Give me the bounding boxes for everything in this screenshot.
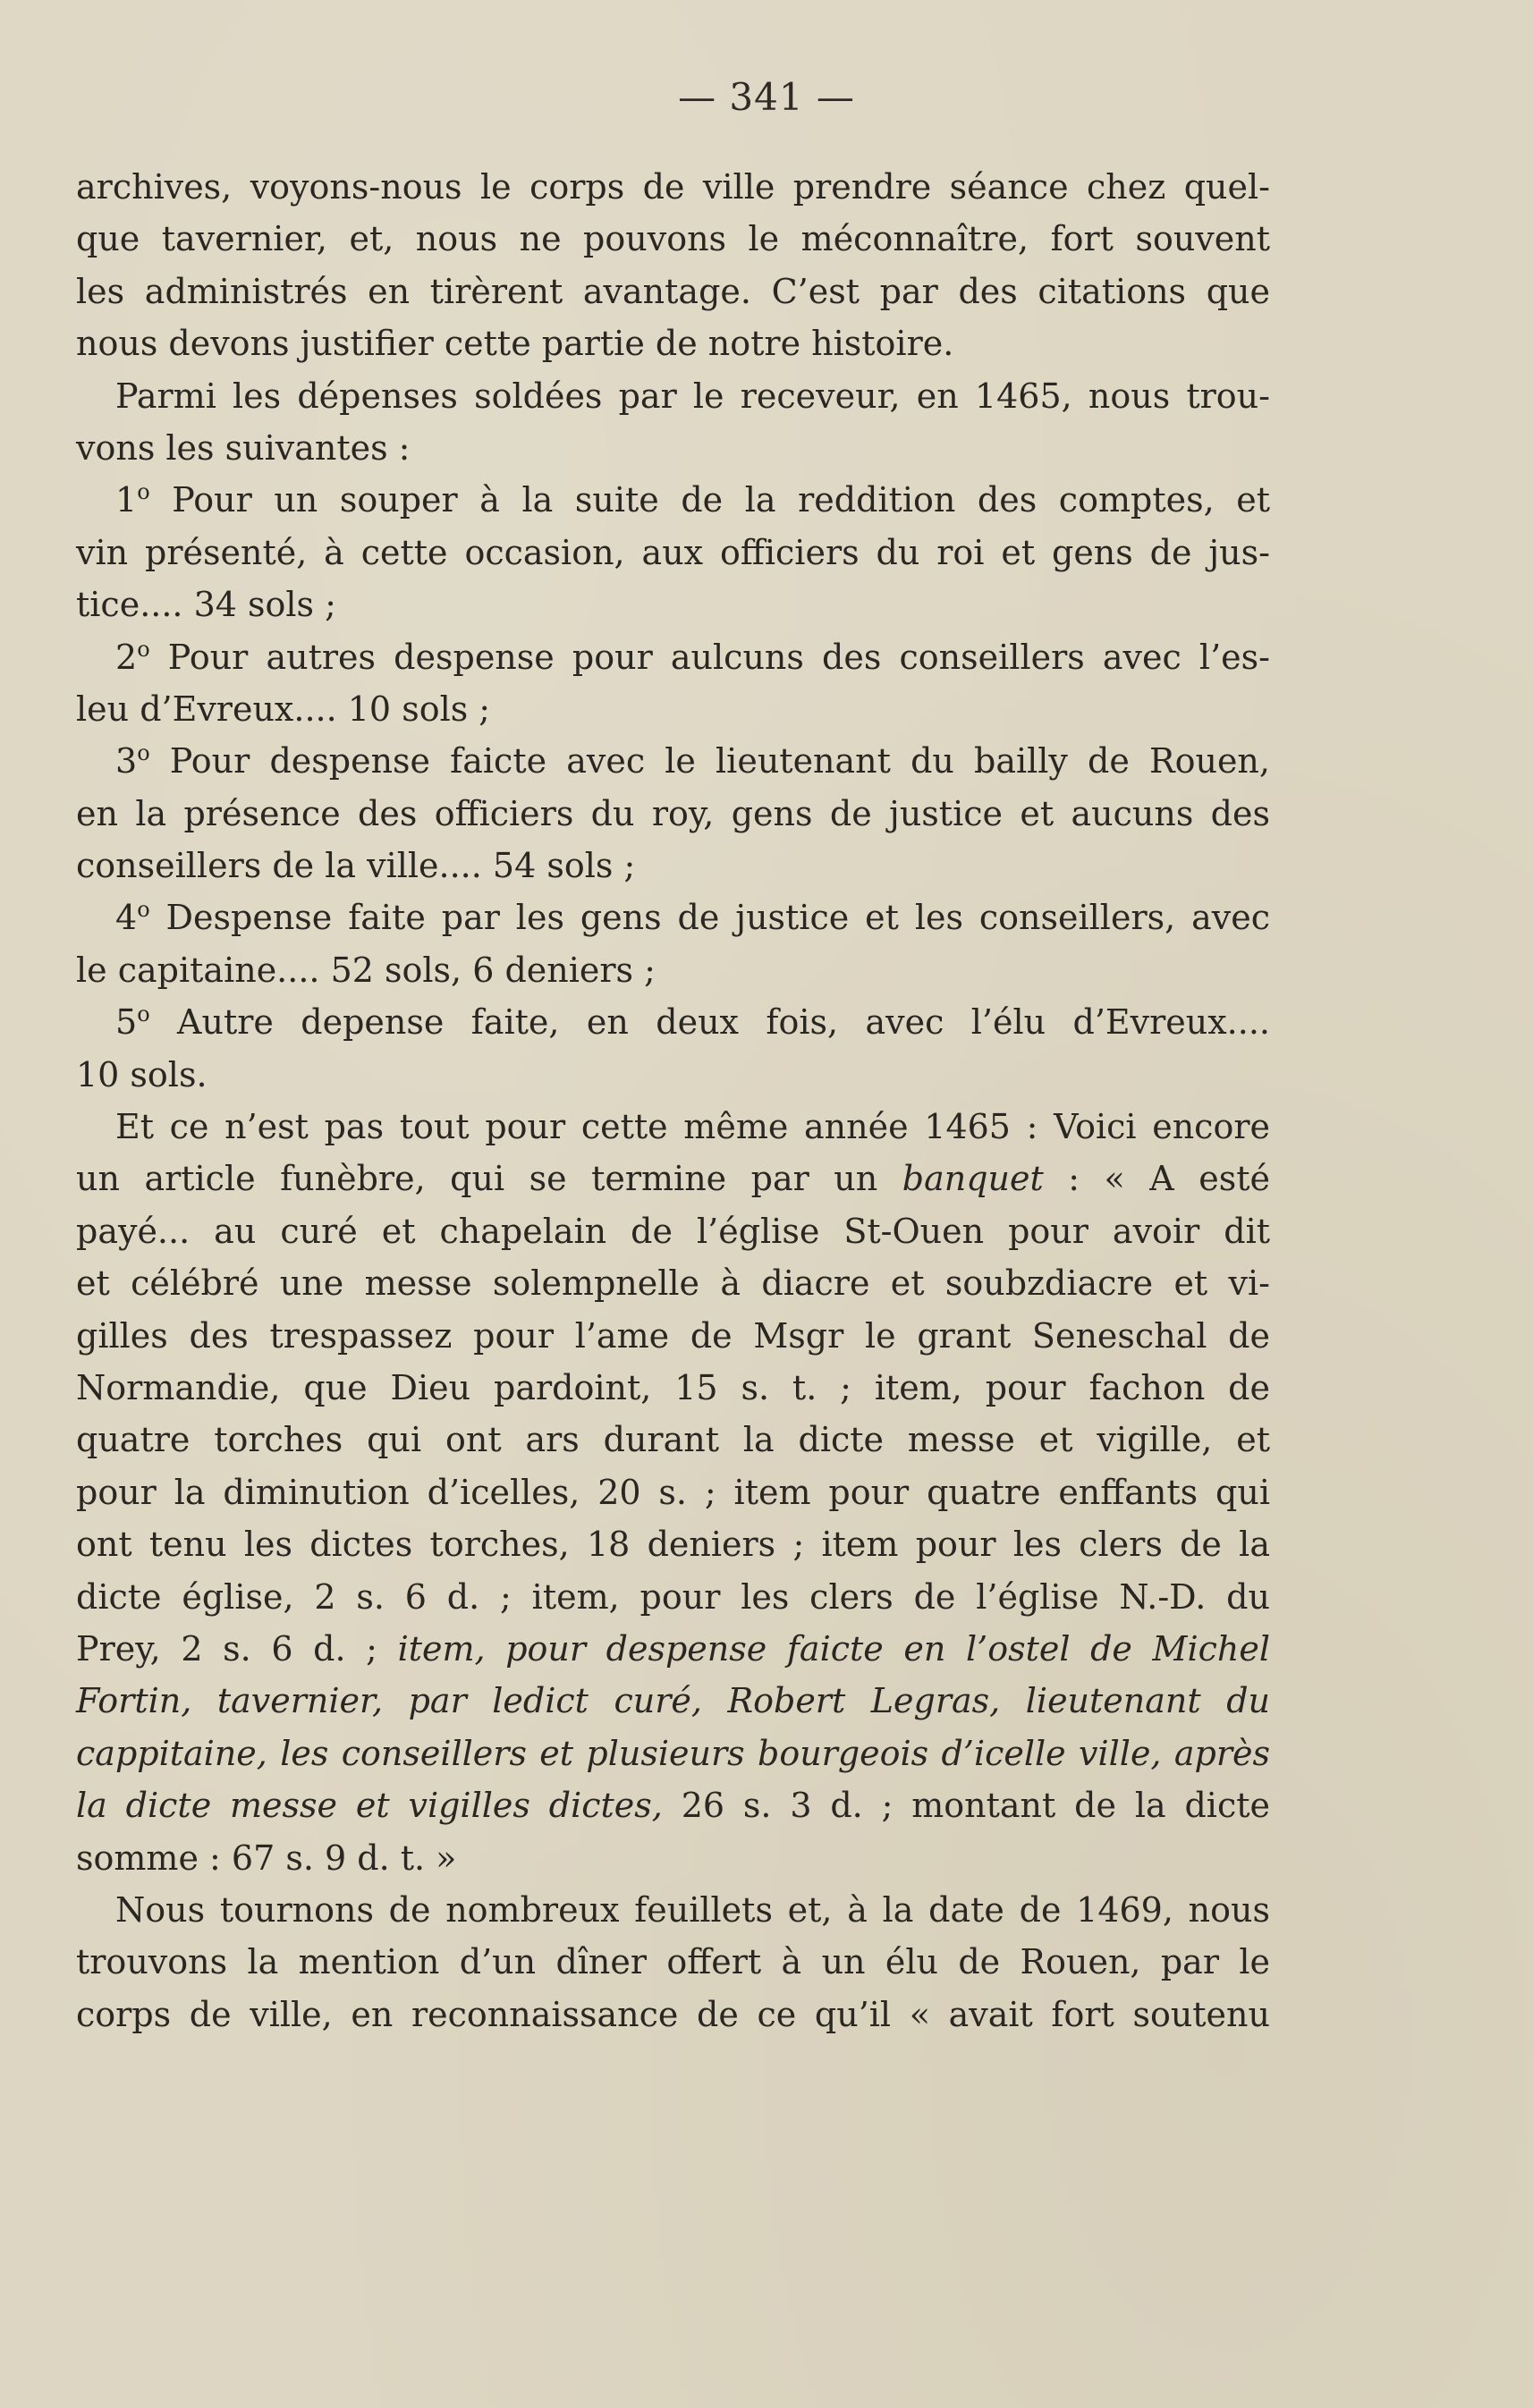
text-line: tice.... 34 sols ; (76, 585, 336, 625)
text-line (76, 735, 1270, 787)
text-line (76, 891, 1270, 943)
ordinal-marker: o (137, 1001, 150, 1027)
ordinal-marker: o (137, 479, 150, 505)
line-text: Autre depense faite, en deux fois, avec l’élu d’Evreux.... (149, 1002, 1270, 1043)
line-text: 26 s. 3 d. ; montant de la dicte (662, 1786, 1270, 1826)
ordinal-marker: o (137, 740, 150, 766)
text-line: Et ce n’est pas tout pour cette même année 1465 : Voici encore (115, 1107, 1270, 1147)
italic-text: banquet (902, 1159, 1044, 1199)
line-text: Pour autres despense pour aulcuns des conseillers avec l’es- (149, 637, 1270, 677)
text-line: et célébré une messe solempnelle à diacre et soubzdiacre et vi- (76, 1263, 1270, 1304)
line-text: Prey, 2 s. 6 d. ; (76, 1628, 398, 1669)
item-number: 3 (115, 741, 138, 782)
body-text (76, 161, 1270, 2040)
text-line: ont tenu les dictes torches, 18 deniers ; item pour les clers de la (76, 1525, 1270, 1565)
ordinal-marker: o (137, 636, 150, 662)
item-number: 2 (115, 637, 138, 677)
text-line: le capitaine.... 52 sols, 6 deniers ; (76, 950, 656, 990)
text-line (76, 1153, 1270, 1204)
text-line (76, 474, 1270, 526)
italic-text: Fortin, tavernier, par ledict curé, Robert Legras, lieutenant du (76, 1681, 1270, 1721)
text-line: gilles des trespassez pour l’ame de Msgr le grant Seneschal de (76, 1315, 1270, 1356)
text-line: vin présenté, à cette occasion, aux officiers du roi et gens de jus- (76, 532, 1270, 572)
text-line: Nous tournons de nombreux feuillets et, à la date de 1469, nous (115, 1889, 1270, 1930)
text-line: archives, voyons-nous le corps de ville prendre séance chez quel- (76, 167, 1270, 207)
text-line: conseillers de la ville.... 54 sols ; (76, 846, 636, 886)
text-line: que tavernier, et, nous ne pouvons le méconnaître, fort souvent (76, 219, 1270, 259)
text-line: trouvons la mention d’un dîner offert à un élu de Rouen, par le (76, 1942, 1270, 1982)
line-text: Despense faite par les gens de justice et les conseillers, avec (149, 898, 1270, 938)
text-line (76, 1728, 1270, 1779)
text-line: Normandie, que Dieu pardoint, 15 s. t. ; item, pour fachon de (76, 1367, 1270, 1407)
italic-text: la dicte messe et vigilles dictes, (76, 1786, 663, 1826)
text-line: dicte église, 2 s. 6 d. ; item, pour les clers de l’église N.-D. du (76, 1576, 1270, 1617)
text-line: somme : 67 s. 9 d. t. » (76, 1838, 457, 1878)
line-text: un article funèbre, qui se termine par un (76, 1159, 902, 1199)
text-line (76, 1675, 1270, 1727)
text-line: leu d’Evreux.... 10 sols ; (76, 689, 491, 729)
item-number: 5 (115, 1002, 138, 1043)
text-line (76, 996, 1270, 1048)
text-line (76, 631, 1270, 683)
text-line: les administrés en tirèrent avantage. C’est par des citations que (76, 271, 1270, 311)
text-line: vons les suivantes : (76, 427, 411, 468)
text-line: Parmi les dépenses soldées par le receveur, en 1465, nous trou- (115, 376, 1270, 416)
text-line: payé... au curé et chapelain de l’église St-Ouen pour avoir dit (76, 1211, 1270, 1251)
text-line: en la présence des officiers du roy, gens de justice et aucuns des (76, 793, 1270, 833)
line-text: Pour despense faicte avec le lieutenant du bailly de Rouen, (149, 741, 1270, 782)
text-line: pour la diminution d’icelles, 20 s. ; item pour quatre enffants qui (76, 1472, 1270, 1512)
text-line: nous devons justifier cette partie de notre histoire. (76, 324, 954, 364)
text-line: 10 sols. (76, 1054, 208, 1094)
item-number: 1 (115, 480, 138, 520)
text-line (76, 1779, 1270, 1831)
line-text: Pour un souper à la suite de la reddition des comptes, et (149, 480, 1270, 520)
text-line (76, 1623, 1270, 1675)
page-number: — 341 — (678, 75, 855, 119)
italic-text: item, pour despense faicte en l’ostel de Michel (397, 1628, 1270, 1669)
text-line: corps de ville, en reconnaissance de ce qu’il « avait fort soutenu (76, 1994, 1270, 2034)
item-number: 4 (115, 898, 138, 938)
text-line: quatre torches qui ont ars durant la dicte messe et vigille, et (76, 1420, 1270, 1460)
italic-text: cappitaine, les conseillers et plusieurs bourgeois d’icelle ville, après (76, 1733, 1270, 1773)
line-text: : « A esté (1043, 1159, 1270, 1199)
ordinal-marker: o (137, 897, 150, 923)
